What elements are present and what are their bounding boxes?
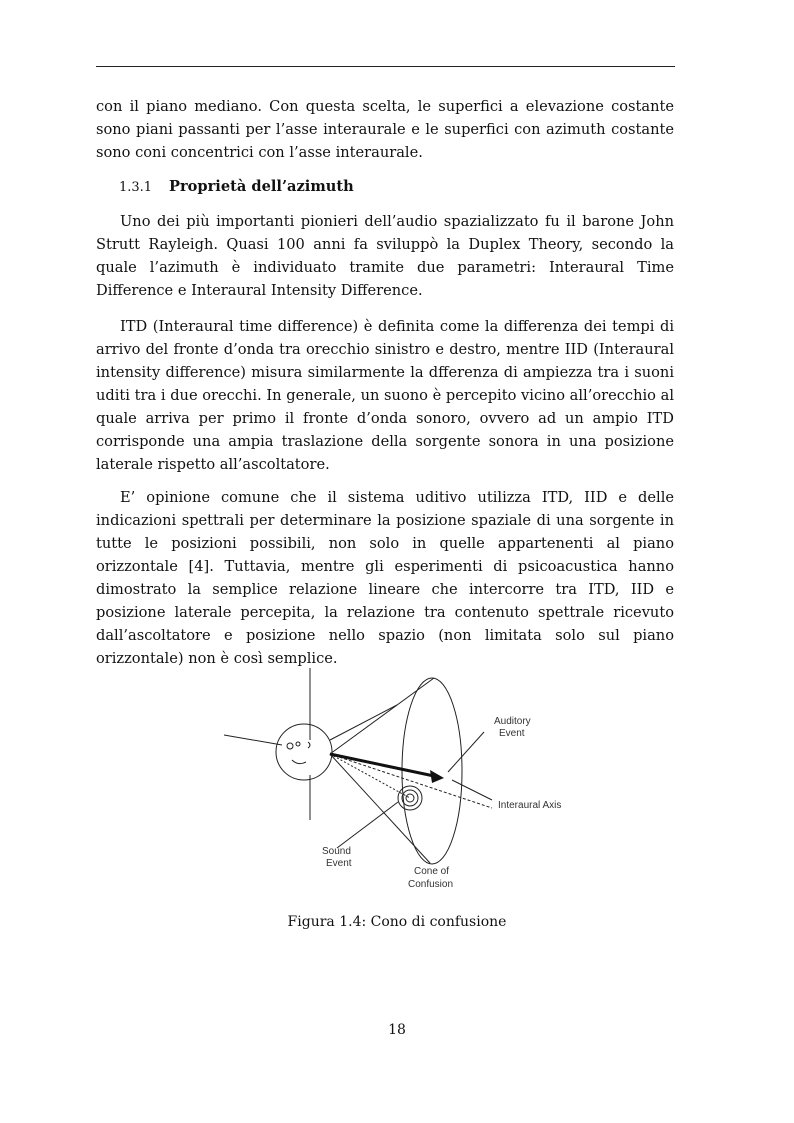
paragraph-2-text: Uno dei più importanti pionieri dell’audio spazializzato fu il barone John Strutt Rayleigh. Quasi 100 anni fa sviluppò la Duplex Theory, secondo la quale l’azimuth è individuato tramite due parametri: Interaural Time Difference e Interaural Intensity Difference.: [96, 213, 674, 299]
label-sound-1: Sound: [322, 846, 351, 857]
auditory-arrow: [330, 754, 434, 776]
section-number: 1.3.1: [119, 180, 153, 195]
cone-edge-top: [330, 678, 434, 754]
label-interaural-axis: Interaural Axis: [498, 800, 562, 811]
label-cone-2: Confusion: [408, 879, 454, 890]
paragraph-1-text: con il piano mediano. Con questa scelta, le superfici a elevazione costante sono piani passanti per l’asse interaurale e le superfici con azimuth costante sono coni concentrici con l’asse interaurale.: [96, 98, 674, 161]
sound-event-icon: [406, 794, 414, 802]
paragraph-spectral: [96, 486, 674, 670]
label-sound-2: Event: [326, 858, 352, 869]
auditory-arrowhead: [430, 770, 444, 783]
page-number: 18: [388, 1022, 406, 1038]
section-heading: [119, 175, 354, 199]
label-cone-1: Cone of: [414, 866, 450, 877]
figure-caption: Figura 1.4: Cono di confusione: [287, 914, 507, 930]
paragraph-rayleigh: [96, 210, 674, 302]
paragraph-3-text: ITD (Interaural time difference) è definita come la differenza dei tempi di arrivo del fronte d’onda tra orecchio sinistro e destro, mentre IID (Interaural intensity difference) misura similarmente la dfferenza di ampiezza tra i suoni uditi tra i due orecchi. In generale, un suono è percepito vicino all’orecchio al quale arriva per primo il fronte d’onda sonoro, ovvero ad un ampio ITD corrisponde una ampia traslazione della sorgente sonora in una posizione laterale rispetto all’ascoltatore.: [96, 318, 674, 473]
header-rule: [96, 66, 675, 67]
head-icon: [276, 724, 332, 780]
label-auditory-2: Event: [499, 728, 525, 739]
paragraph-continued: [96, 95, 674, 164]
cone-of-confusion-figure: [222, 660, 562, 896]
paragraph-4-text: E’ opinione comune che il sistema uditivo utilizza ITD, IID e delle indicazioni spettrali per determinare la posizione spaziale di una sorgente in tutte le posizioni possibili, non solo in quelle appartenenti al piano orizzontale [4]. Tuttavia, mentre gli esperimenti di psicoacustica hanno dimostrato la semplice relazione lineare che intercorre tra ITD, IID e posizione laterale percepita, la relazione tra contenuto spettrale ricevuto dall’ascoltatore e posizione nello spazio (non limitata solo sul piano orizzontale) non è così semplice.: [96, 489, 674, 667]
label-auditory-1: Auditory: [494, 716, 531, 727]
paragraph-itd-iid: [96, 315, 674, 476]
horizontal-axis: [224, 735, 282, 745]
section-title: Proprietà dell’azimuth: [169, 178, 354, 195]
